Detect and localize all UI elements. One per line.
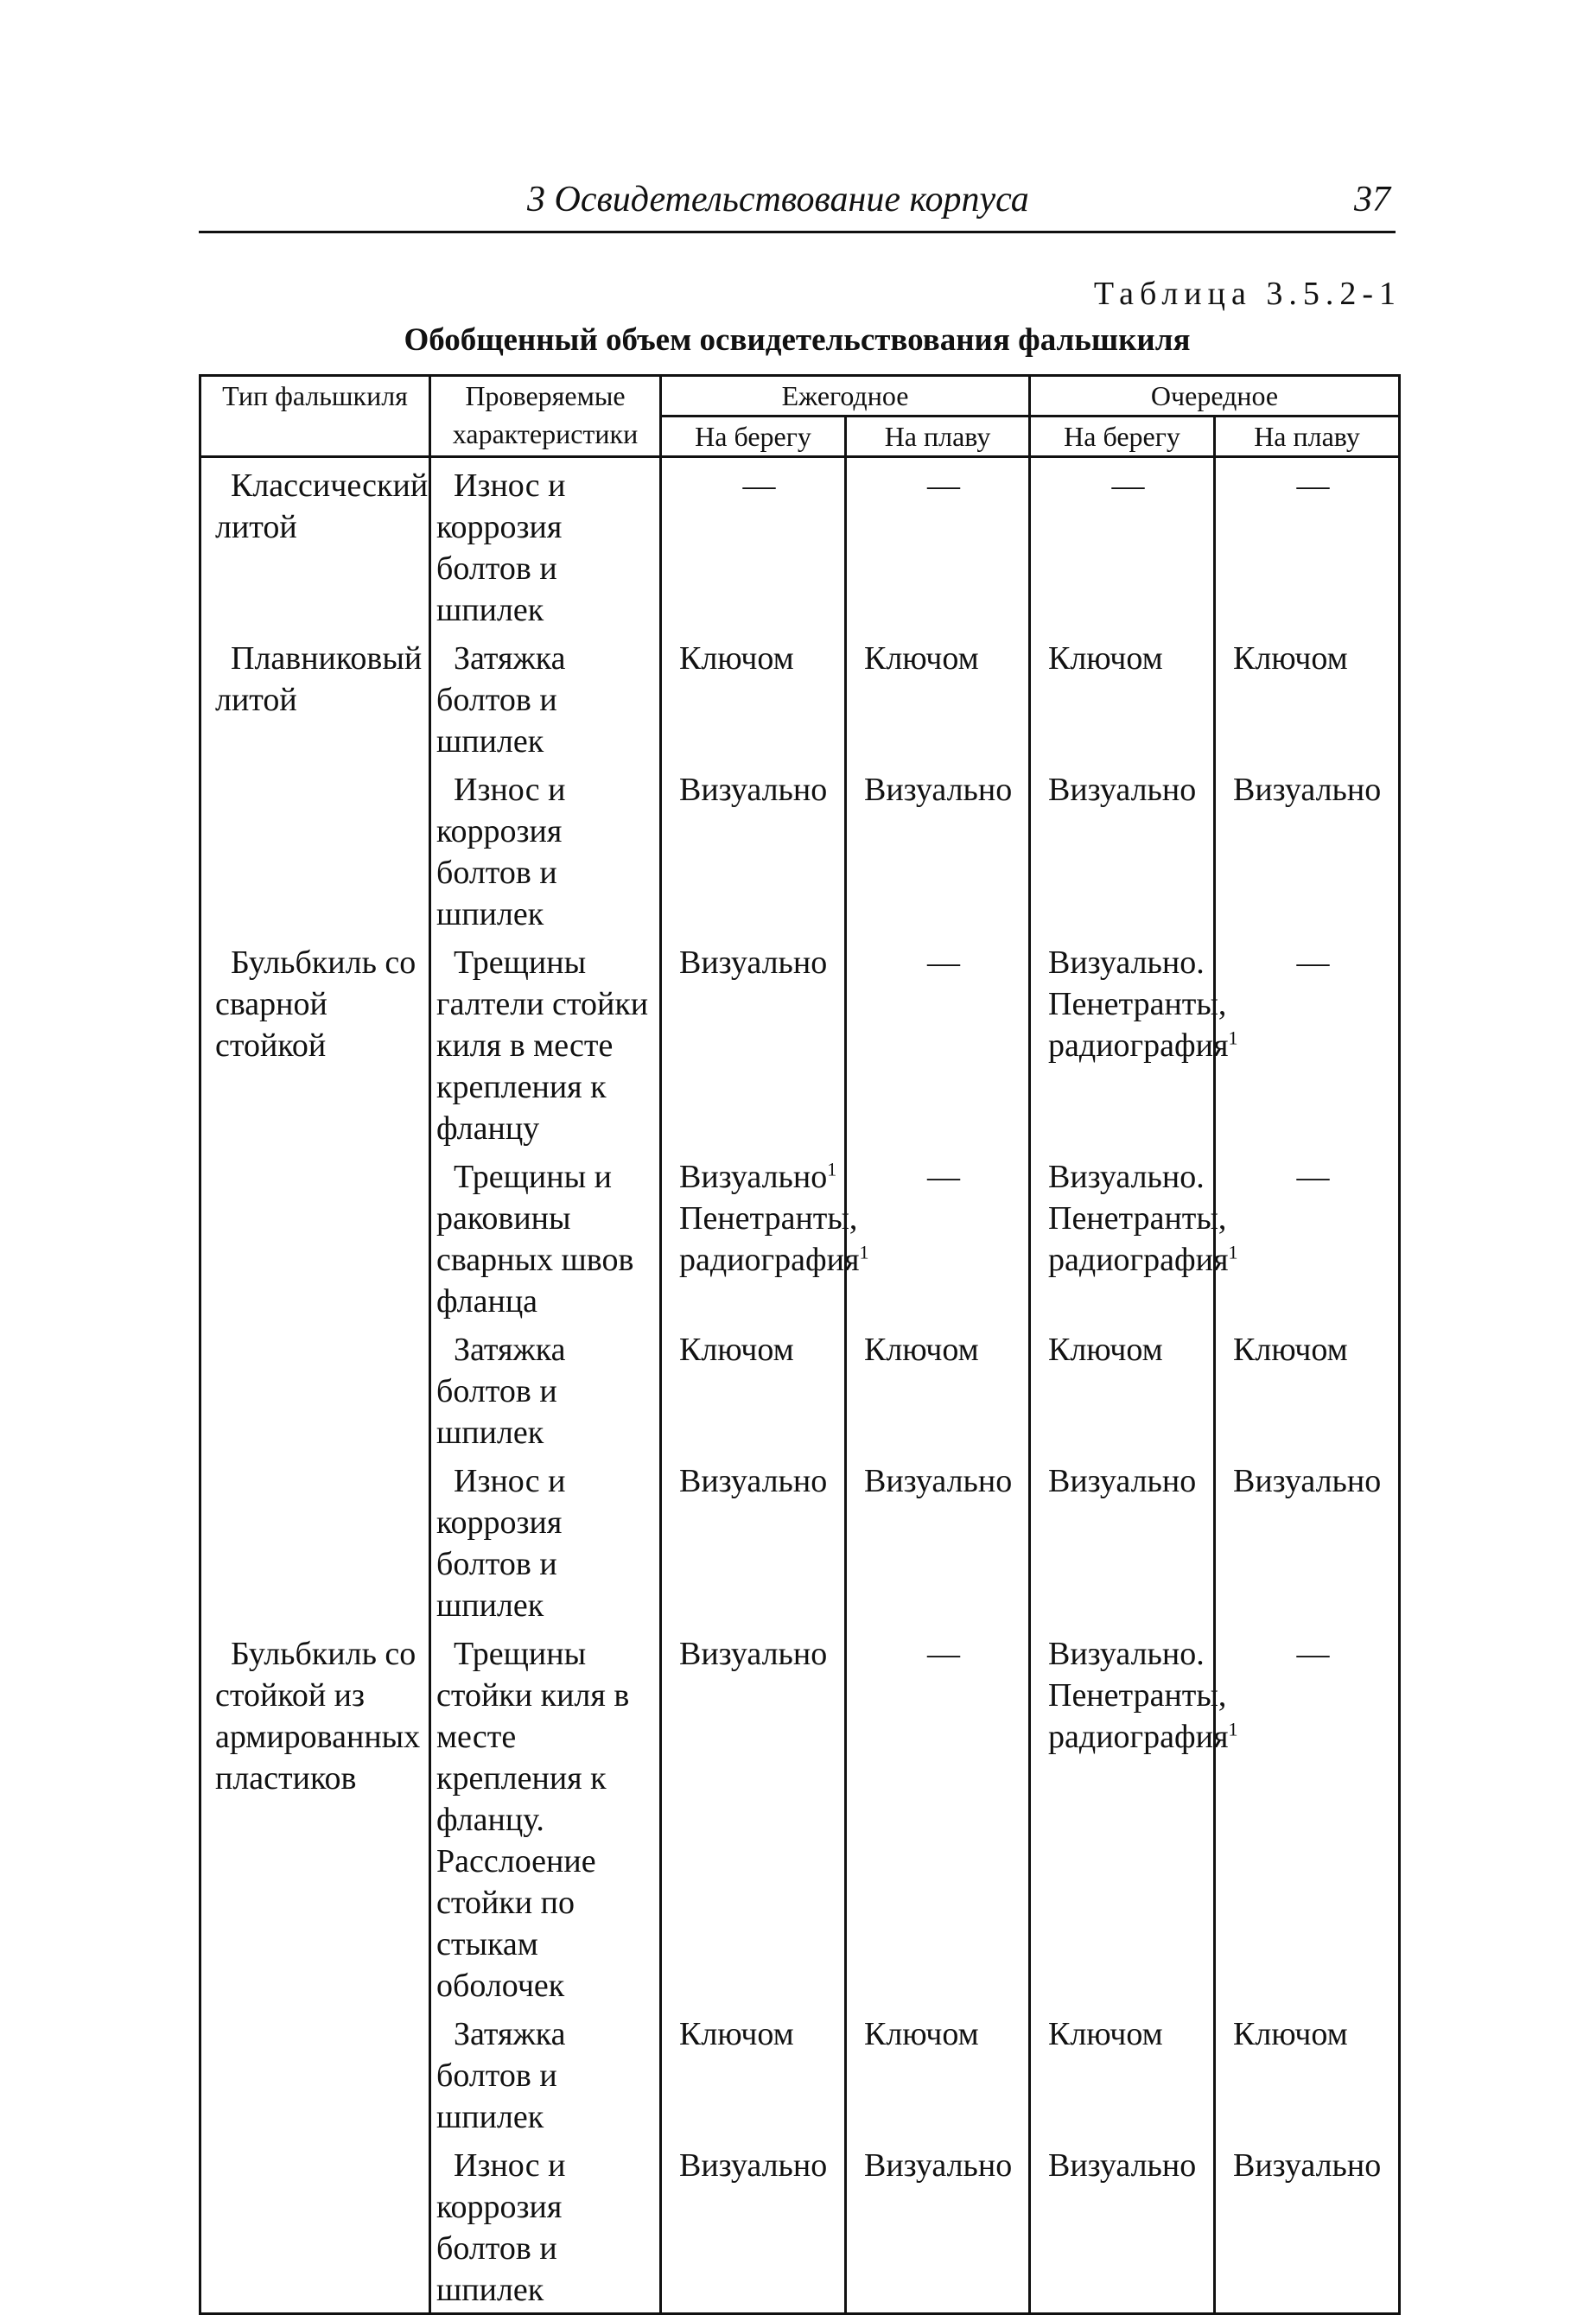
method-text: Визуально$^1$ Пенетранты, радиография$^1$ (679, 1158, 869, 1278)
characteristic-cell (430, 1628, 661, 2008)
method-text: Визуально (679, 772, 828, 808)
page-number: 37 (1354, 180, 1390, 219)
method-text: Визуально (1233, 2147, 1382, 2184)
method-cell-annual-afloat (846, 457, 1030, 633)
method-cell-periodic-ashore (1030, 1455, 1215, 1628)
method-cell-periodic-afloat (1215, 633, 1400, 764)
table-row (200, 457, 1400, 633)
method-cell-annual-afloat (846, 764, 1030, 937)
method-cell-annual-ashore (661, 2008, 846, 2140)
method-text: Визуально (864, 772, 1013, 808)
method-text: Визуально. Пенетранты, радиография$^1$ (1048, 1636, 1238, 1755)
method-cell-periodic-afloat (1215, 764, 1400, 937)
method-text: Визуально (679, 1463, 828, 1499)
method-text: Визуально (864, 1463, 1013, 1499)
table-row (200, 633, 1400, 764)
column-header-characteristics: Проверяемые характеристики (430, 376, 661, 457)
method-cell-periodic-afloat (1215, 1324, 1400, 1455)
method-text: — (1296, 1636, 1330, 1672)
column-header-annual: Ежегодное (661, 376, 1030, 417)
method-cell-annual-afloat (846, 1628, 1030, 2008)
method-text: — (1296, 467, 1330, 504)
method-cell-periodic-afloat (1215, 2008, 1400, 2140)
keel-type-label: Классический литой (215, 467, 429, 545)
keel-type-cell (200, 937, 430, 1628)
characteristic-text: Трещины стойки киля в месте крепления к фланцу. Расслоение стойки по стыкам оболочек (436, 1636, 630, 2004)
method-text: Ключом (679, 2016, 794, 2052)
column-header-annual-afloat: На плаву (846, 417, 1030, 457)
method-cell-periodic-ashore (1030, 1324, 1215, 1455)
method-cell-periodic-ashore (1030, 633, 1215, 764)
footnote-marker: 1 (1228, 1027, 1238, 1049)
method-text: Ключом (864, 2016, 979, 2052)
characteristic-cell (430, 1324, 661, 1455)
method-cell-periodic-afloat (1215, 937, 1400, 1151)
method-text: Ключом (1233, 640, 1348, 677)
characteristic-cell (430, 1151, 661, 1324)
method-cell-periodic-ashore (1030, 2140, 1215, 2314)
method-cell-annual-ashore (661, 1151, 869, 1324)
method-cell-annual-afloat (846, 2140, 1030, 2314)
characteristic-text: Износ и коррозия болтов и шпилек (436, 772, 566, 932)
method-cell-annual-afloat (846, 633, 1030, 764)
method-text: Ключом (864, 640, 979, 677)
footnote-marker: 1 (859, 1241, 869, 1263)
method-text: Ключом (1048, 2016, 1163, 2052)
characteristic-cell (430, 764, 661, 937)
method-cell-annual-afloat (846, 937, 1030, 1151)
method-cell-periodic-afloat (1215, 1628, 1400, 2008)
method-cell-periodic-ashore (1030, 937, 1238, 1151)
column-header-periodic-ashore: На берегу (1030, 417, 1215, 457)
running-title: 3 Освидетельствование корпуса (527, 180, 1029, 219)
method-cell-periodic-afloat (1215, 2140, 1400, 2314)
method-text: Визуально (679, 1636, 828, 1672)
table-row (200, 937, 1400, 1151)
method-text: Ключом (679, 640, 794, 677)
method-text: Визуально (679, 944, 828, 981)
column-header-type: Тип фальшкиля (200, 376, 430, 457)
method-cell-annual-afloat (846, 1151, 1030, 1324)
column-header-periodic-afloat: На плаву (1215, 417, 1400, 457)
method-text: Ключом (679, 1332, 794, 1368)
characteristic-text: Затяжка болтов и шпилек (436, 2016, 566, 2135)
method-text: Визуально (679, 2147, 828, 2184)
keel-type-cell (200, 1628, 430, 2314)
table-number: Таблица 3.5.2-1 (1093, 276, 1402, 312)
column-header-periodic: Очередное (1030, 376, 1400, 417)
table-body (200, 457, 1400, 2314)
characteristic-text: Износ и коррозия болтов и шпилек (436, 1463, 566, 1624)
keel-type-label: Плавниковый литой (215, 640, 423, 718)
method-text: Визуально (1048, 772, 1197, 808)
method-cell-annual-ashore (661, 2140, 846, 2314)
method-cell-annual-afloat (846, 2008, 1030, 2140)
characteristic-cell (430, 2140, 661, 2314)
footnote-marker: 1 (1228, 1241, 1238, 1263)
table-row (200, 1628, 1400, 2008)
method-text: Ключом (1048, 640, 1163, 677)
method-cell-annual-ashore (661, 1628, 846, 2008)
method-text: Визуально (1048, 1463, 1197, 1499)
method-text: Ключом (1233, 2016, 1348, 2052)
method-text: — (1296, 944, 1330, 981)
survey-scope-table (199, 374, 1401, 2315)
method-cell-annual-ashore (661, 1455, 846, 1628)
table-caption: Обобщенный объем освидетельствования фальшкиля (404, 322, 1191, 358)
characteristic-text: Трещины галтели стойки киля в месте крепления к фланцу (436, 944, 649, 1147)
method-cell-periodic-ashore (1030, 1151, 1238, 1324)
characteristic-cell (430, 633, 661, 764)
characteristic-text: Износ и коррозия болтов и шпилек (436, 2147, 566, 2308)
footnote-marker: 1 (827, 1158, 837, 1180)
keel-type-label: Бульбкиль со стойкой из армированных пластиков (215, 1636, 421, 1797)
method-text: — (927, 467, 960, 504)
method-cell-annual-ashore (661, 457, 846, 633)
method-cell-periodic-ashore (1030, 1628, 1238, 2008)
method-cell-annual-afloat (846, 1324, 1030, 1455)
method-cell-periodic-afloat (1215, 1151, 1400, 1324)
method-text: Визуально (1233, 772, 1382, 808)
method-cell-annual-ashore (661, 937, 846, 1151)
method-text: Ключом (1048, 1332, 1163, 1368)
characteristic-text: Износ и коррозия болтов и шпилек (436, 467, 566, 628)
method-cell-annual-ashore (661, 633, 846, 764)
keel-type-label: Бульбкиль со сварной стойкой (215, 944, 416, 1064)
characteristic-cell (430, 2008, 661, 2140)
method-text: Визуально (1048, 2147, 1197, 2184)
method-text: Ключом (1233, 1332, 1348, 1368)
method-text: — (1111, 467, 1145, 504)
characteristic-cell (430, 1455, 661, 1628)
keel-type-cell (200, 633, 430, 937)
method-text: Визуально. Пенетранты, радиография$^1$ (1048, 1159, 1238, 1278)
method-text: Визуально. Пенетранты, радиография$^1$ (1048, 944, 1238, 1064)
method-cell-periodic-afloat (1215, 457, 1400, 633)
method-text: — (927, 1159, 960, 1195)
method-cell-periodic-ashore (1030, 764, 1215, 937)
method-text: — (1296, 1159, 1330, 1195)
method-cell-periodic-afloat (1215, 1455, 1400, 1628)
method-text: — (742, 467, 776, 504)
method-cell-periodic-ashore (1030, 457, 1215, 633)
characteristic-cell (430, 457, 661, 633)
method-text: Визуально (1233, 1463, 1382, 1499)
characteristic-text: Затяжка болтов и шпилек (436, 1332, 566, 1451)
column-header-annual-ashore: На берегу (661, 417, 846, 457)
method-cell-annual-ashore (661, 1324, 846, 1455)
method-text: — (927, 1636, 960, 1672)
footnote-marker: 1 (1228, 1718, 1238, 1740)
running-header (199, 177, 1396, 233)
method-text: Ключом (864, 1332, 979, 1368)
keel-type-cell (200, 457, 430, 633)
method-cell-annual-ashore (661, 764, 846, 937)
method-text: Визуально (864, 2147, 1013, 2184)
characteristic-text: Трещины и раковины сварных швов фланца (436, 1159, 634, 1320)
method-cell-periodic-ashore (1030, 2008, 1215, 2140)
characteristic-text: Затяжка болтов и шпилек (436, 640, 566, 760)
characteristic-cell (430, 937, 661, 1151)
method-text: — (927, 944, 960, 981)
method-cell-annual-afloat (846, 1455, 1030, 1628)
